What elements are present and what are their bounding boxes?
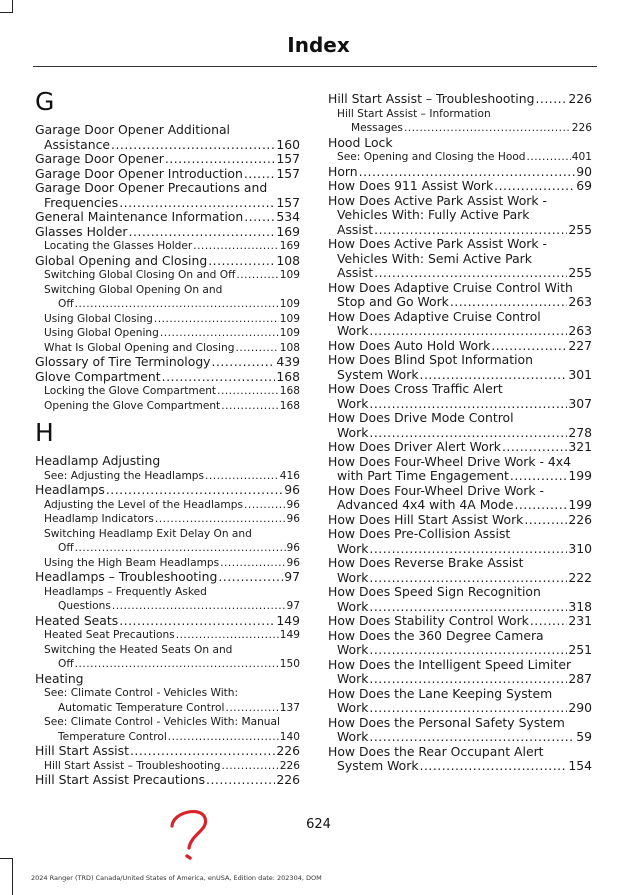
index-entry-term: Switching Global Opening On and	[44, 283, 223, 296]
dot-leader	[494, 179, 575, 194]
index-entry	[35, 181, 300, 210]
index-entry-term: Assistance	[44, 136, 111, 152]
index-entry	[35, 210, 300, 225]
index-entry-page: 321	[568, 439, 592, 454]
index-entry	[328, 556, 592, 585]
index-entry-term: Switching Global Closing On and Off	[44, 269, 236, 281]
index-entry	[35, 268, 300, 283]
index-entry	[328, 455, 592, 484]
index-entry-term: Off	[58, 542, 74, 554]
page-title: Index	[287, 33, 350, 57]
index-entry-term: with Part Time Engagement	[337, 468, 509, 483]
dot-leader	[119, 196, 275, 211]
dot-leader	[530, 614, 567, 629]
dot-leader	[112, 599, 286, 614]
index-entry-term: Automatic Temperature Control	[58, 701, 225, 714]
index-entry-term: Temperature Control	[58, 730, 167, 743]
index-entry-page: 199	[568, 468, 592, 483]
index-entry-page: 96	[286, 513, 300, 525]
index-entry	[328, 614, 592, 629]
index-entry-page: 96	[284, 482, 300, 497]
index-entry	[35, 672, 300, 687]
index-entry	[328, 310, 592, 339]
dot-leader	[514, 498, 567, 513]
red-question-mark-annotation	[167, 806, 213, 866]
page-number: 624	[306, 817, 331, 832]
section-letter-h: H	[35, 418, 54, 447]
index-entry-term: Frequencies	[44, 194, 119, 210]
index-entry-term: How Does Active Park Assist Work -	[328, 192, 547, 208]
index-entry-page: 226	[279, 759, 300, 772]
index-entry-page: 168	[276, 368, 300, 384]
dot-leader	[491, 339, 567, 354]
index-entry	[35, 628, 300, 643]
dot-leader	[208, 254, 275, 269]
index-entry-page: 226	[571, 122, 592, 134]
index-entry	[328, 237, 592, 281]
index-entry-term: Garage Door Opener Precautions and	[35, 180, 268, 195]
index-entry-page: 97	[284, 569, 300, 584]
index-entry-page: 109	[279, 312, 300, 325]
index-entry-page: 439	[276, 354, 300, 369]
index-entry-term: How Does the Personal Safety System	[328, 714, 565, 730]
dot-leader	[369, 600, 567, 615]
index-entry	[35, 686, 300, 715]
index-entry	[35, 341, 300, 356]
dot-leader	[369, 542, 567, 557]
index-entry-page: 290	[568, 700, 592, 715]
index-entry-page: 251	[568, 642, 592, 657]
index-entry	[328, 585, 592, 614]
index-entry	[35, 715, 300, 744]
dot-leader	[374, 266, 567, 281]
index-entry-page: 109	[279, 327, 300, 339]
index-entry-term: How Does Blind Spot Information	[328, 352, 533, 367]
index-entry-term: Heated Seat Precautions	[44, 629, 175, 641]
index-entry-term: Headlamp Indicators	[44, 513, 154, 525]
index-entry	[328, 745, 592, 774]
dot-leader	[222, 759, 279, 774]
index-entry-page: 96	[286, 542, 300, 554]
index-entry-term: How Does Adaptive Cruise Control With	[328, 279, 573, 295]
index-entry-term: How Does the Rear Occupant Alert	[328, 743, 544, 759]
index-entry-term: Headlamps	[35, 482, 105, 497]
index-entry	[35, 355, 300, 370]
index-entry-page: 318	[568, 598, 592, 614]
index-entry-term: How Does the 360 Degree Camera	[328, 627, 544, 643]
index-entry-page: 149	[276, 612, 300, 628]
index-entry-page: 169	[279, 240, 300, 252]
dot-leader	[106, 483, 283, 498]
index-entry-page: 157	[276, 194, 300, 210]
crop-mark-top-left	[0, 0, 13, 13]
index-entry	[35, 454, 300, 469]
index-entry-term: How Does Hill Start Assist Work	[328, 511, 524, 527]
index-entry-term: Headlamp Adjusting	[35, 453, 161, 468]
index-entry-term: Hill Start Assist – Troubleshooting	[328, 91, 535, 106]
index-entry	[328, 194, 592, 238]
index-entry	[35, 527, 300, 556]
dot-leader	[75, 297, 279, 312]
index-entry-page: 109	[279, 298, 300, 310]
dot-leader	[369, 426, 567, 441]
dot-leader	[130, 744, 275, 759]
index-entry	[328, 136, 592, 151]
index-entry-page: 149	[279, 629, 300, 641]
dot-leader	[217, 384, 279, 399]
index-entry	[35, 312, 300, 327]
index-entry-term: Adjusting the Level of the Headlamps	[44, 498, 243, 511]
index-entry-page: 263	[568, 294, 592, 309]
index-entry-page: 263	[568, 323, 592, 338]
index-entry-term: How Does Adaptive Cruise Control	[328, 308, 541, 324]
dot-leader	[176, 628, 279, 643]
index-entry-page: 59	[576, 729, 592, 744]
index-entry-term: How Does Four-Wheel Drive Work -	[328, 482, 544, 498]
index-entry-page: 227	[568, 337, 592, 353]
index-entry-term: See: Opening and Closing the Hood	[337, 151, 526, 163]
index-entry-term: Off	[58, 298, 74, 310]
index-entry-term: Stop and Go Work	[337, 294, 449, 309]
dot-leader	[129, 225, 276, 240]
index-entry-term: Using Global Closing	[44, 312, 153, 325]
index-entry-page: 199	[568, 497, 592, 512]
dot-leader	[450, 295, 567, 310]
dot-leader	[162, 370, 276, 385]
index-entry-page: 534	[276, 209, 300, 224]
index-entry	[35, 123, 300, 152]
index-entry	[328, 107, 592, 136]
dot-leader	[369, 672, 567, 687]
index-entry-term: Off	[58, 658, 74, 670]
index-entry	[35, 744, 300, 759]
index-entry-page: 157	[276, 165, 300, 181]
index-entry-page: 137	[279, 701, 300, 714]
index-entry-page: 150	[279, 658, 300, 670]
index-entry-term: Glove Compartment	[35, 368, 161, 384]
index-entry-term: Work	[337, 395, 369, 411]
index-entry	[35, 399, 300, 414]
dot-leader	[244, 210, 275, 225]
index-entry	[328, 658, 592, 687]
dot-leader	[220, 556, 285, 571]
dot-leader	[369, 571, 567, 586]
index-entry-term: General Maintenance Information	[35, 209, 244, 224]
index-entry-term: Hood Lock	[328, 134, 393, 150]
dot-leader	[206, 773, 275, 788]
index-entry	[328, 513, 592, 528]
index-entry-term: How Does Stability Control Work	[328, 613, 529, 628]
dot-leader	[212, 355, 276, 370]
dot-leader	[111, 138, 275, 153]
dot-leader	[119, 614, 275, 629]
index-entry-page: 90	[576, 163, 592, 179]
dot-leader	[369, 701, 567, 716]
index-entry-term: Advanced 4x4 with 4A Mode	[337, 497, 514, 512]
section-letter-g: G	[35, 87, 55, 116]
index-entry	[35, 614, 300, 629]
index-entry	[35, 773, 300, 788]
index-entry-term: Global Opening and Closing	[35, 252, 208, 268]
dot-leader	[75, 657, 279, 672]
index-entry-term: Work	[337, 642, 369, 657]
index-entry-term: What Is Global Opening and Closing	[44, 341, 235, 354]
index-entry-page: 168	[279, 385, 300, 397]
index-entry-page: 307	[568, 395, 592, 411]
index-entry	[35, 225, 300, 240]
index-entry-page: 416	[279, 469, 300, 482]
footer-edition: 2024 Ranger (TRD) Canada/United States of America, enUSA, Edition date: 202304, DOM	[31, 874, 322, 882]
index-entry-page: 222	[568, 569, 592, 585]
dot-leader	[160, 326, 279, 341]
header-rule	[33, 66, 597, 67]
index-entry	[328, 353, 592, 382]
index-entry-page: 226	[276, 772, 300, 787]
index-entry-term: How Does Four-Wheel Drive Work - 4x4	[328, 453, 572, 469]
dot-leader	[236, 268, 278, 283]
dot-leader	[193, 239, 279, 254]
index-entry-page: 154	[568, 758, 592, 773]
dot-leader	[165, 152, 275, 167]
index-entry-page: 226	[568, 511, 592, 527]
dot-leader	[527, 150, 571, 165]
dot-leader	[221, 399, 279, 414]
dot-leader	[510, 469, 567, 484]
index-entry	[328, 484, 592, 513]
dot-leader	[244, 167, 276, 182]
index-entry-term: Work	[337, 729, 369, 744]
index-entry	[35, 370, 300, 385]
index-entry-page: 69	[576, 178, 592, 193]
index-entry-term: System Work	[337, 366, 419, 382]
index-entry-page: 226	[276, 743, 300, 758]
index-entry-term: Work	[337, 424, 369, 440]
index-entry-term: How Does the Lane Keeping System	[328, 685, 553, 701]
index-entry-page: 109	[279, 269, 300, 281]
index-entry	[328, 629, 592, 658]
index-entry-term: How Does Drive Mode Control	[328, 410, 514, 425]
index-entry-page: 278	[568, 424, 592, 440]
index-entry-term: Work	[337, 540, 369, 556]
index-entry	[328, 440, 592, 455]
crop-mark-bottom-left	[0, 858, 13, 895]
dot-leader	[168, 730, 279, 745]
index-entry	[35, 759, 300, 774]
index-entry-term: Opening the Glove Compartment	[44, 399, 221, 412]
index-entry-term: How Does Active Park Assist Work -	[328, 236, 547, 251]
index-entry-page: 301	[568, 366, 592, 382]
index-entry-term: Headlamps – Frequently Asked	[44, 585, 207, 598]
dot-leader	[205, 469, 279, 484]
index-entry-term: Glossary of Tire Terminology	[35, 354, 211, 369]
index-entry-term: Assist	[337, 221, 374, 237]
dot-leader	[359, 165, 576, 180]
dot-leader	[218, 570, 283, 585]
index-entry-term: How Does Driver Alert Work	[328, 439, 501, 454]
index-entry	[35, 239, 300, 254]
index-entry-term: Headlamps – Troubleshooting	[35, 569, 218, 584]
index-entry	[328, 281, 592, 310]
index-entry	[35, 326, 300, 341]
index-entry	[328, 382, 592, 411]
index-entry-page: 169	[276, 223, 300, 239]
index-entry	[35, 585, 300, 614]
index-entry-term: Hill Start Assist Precautions	[35, 772, 206, 787]
dot-leader	[374, 223, 567, 238]
index-entry-term: Vehicles With: Semi Active Park	[337, 250, 532, 266]
index-entry	[35, 556, 300, 571]
index-entry-page: 96	[286, 556, 300, 569]
index-entry-term: How Does 911 Assist Work	[328, 178, 494, 193]
dot-leader	[154, 312, 279, 327]
index-entry-term: Glasses Holder	[35, 223, 128, 239]
index-entry-page: 97	[286, 600, 300, 612]
index-entry-page: 140	[279, 730, 300, 743]
index-entry	[328, 92, 592, 107]
index-entry-term: Locking the Glove Compartment	[44, 385, 217, 397]
index-entry-term: Work	[337, 700, 369, 715]
dot-leader	[369, 643, 567, 658]
index-entry-term: Work	[337, 598, 369, 614]
dot-leader	[524, 513, 567, 528]
index-entry-term: Assist	[337, 265, 374, 280]
index-entry-term: Horn	[328, 163, 358, 179]
index-entry	[328, 411, 592, 440]
index-entry-term: Switching Headlamp Exit Delay On and	[44, 527, 252, 540]
index-entry	[328, 165, 592, 180]
index-entry	[328, 716, 592, 745]
index-entry-page: 160	[276, 136, 300, 152]
index-entry-term: System Work	[337, 758, 419, 773]
index-entry-term: See: Climate Control - Vehicles With: Manual	[44, 716, 280, 728]
dot-leader	[155, 512, 286, 527]
index-entry	[35, 254, 300, 269]
index-entry-term: See: Climate Control - Vehicles With:	[44, 687, 239, 699]
index-entry-term: How Does the Intelligent Speed Limiter	[328, 656, 572, 672]
index-entry	[35, 167, 300, 182]
index-entry	[328, 687, 592, 716]
index-entry-term: Heated Seats	[35, 612, 119, 628]
index-entry-term: How Does Auto Hold Work	[328, 337, 491, 353]
index-entry	[35, 483, 300, 498]
index-entry-term: Switching the Heated Seats On and	[44, 643, 233, 656]
index-entry-term: Work	[337, 323, 369, 338]
index-entry	[35, 643, 300, 672]
index-entry-page: 310	[568, 540, 592, 556]
index-entry-term: Hill Start Assist – Troubleshooting	[44, 759, 221, 772]
index-entry-page: 226	[568, 91, 592, 106]
dot-leader	[369, 730, 575, 745]
index-entry	[328, 527, 592, 556]
dot-leader	[244, 498, 286, 513]
dot-leader	[420, 368, 568, 383]
index-entry-term: How Does Speed Sign Recognition	[328, 584, 541, 599]
index-entry-page: 287	[568, 671, 592, 686]
index-entry	[35, 283, 300, 312]
index-entry	[328, 150, 592, 165]
index-entry-page: 255	[568, 221, 592, 237]
index-entry	[328, 339, 592, 354]
dot-leader	[404, 121, 571, 136]
index-entry-term: Using the High Beam Headlamps	[44, 556, 220, 569]
index-entry-page: 231	[568, 613, 592, 628]
dot-leader	[369, 397, 567, 412]
index-entry-term: Garage Door Opener Introduction	[35, 165, 243, 181]
index-entry	[35, 512, 300, 527]
dot-leader	[502, 440, 567, 455]
index-entry-page: 401	[571, 151, 592, 163]
dot-leader	[420, 759, 568, 774]
index-entry-term: Work	[337, 671, 369, 686]
index-entry-page: 255	[568, 265, 592, 280]
dot-leader	[235, 341, 278, 356]
index-entry	[35, 384, 300, 399]
dot-leader	[75, 541, 286, 556]
index-entry-term: Heating	[35, 670, 84, 686]
index-entry-term: Locating the Glasses Holder	[44, 240, 193, 252]
index-entry-term: How Does Pre-Collision Assist	[328, 526, 511, 541]
index-entry-term: Hill Start Assist – Information	[337, 107, 491, 120]
dot-leader	[369, 324, 567, 339]
index-entry-term: Using Global Opening	[44, 327, 159, 339]
dot-leader	[535, 92, 567, 107]
index-entry-term: Questions	[58, 600, 111, 612]
index-entry	[35, 570, 300, 585]
index-entry	[328, 179, 592, 194]
index-entry	[35, 152, 300, 167]
index-entry	[35, 498, 300, 513]
index-entry-term: Garage Door Opener	[35, 151, 164, 166]
index-entry-page: 168	[279, 399, 300, 412]
index-entry-page: 96	[286, 498, 300, 511]
index-entry-term: How Does Cross Traffic Alert	[328, 381, 503, 396]
index-entry-term: Work	[337, 569, 369, 585]
index-entry-page: 108	[279, 341, 300, 354]
index-entry-term: Messages	[351, 122, 403, 134]
index-entry-term: Garage Door Opener Additional	[35, 122, 230, 137]
index-entry-term: See: Adjusting the Headlamps	[44, 469, 205, 482]
index-entry-term: Hill Start Assist	[35, 743, 129, 758]
index-entry-term: Vehicles With: Fully Active Park	[337, 207, 530, 222]
index-entry	[35, 469, 300, 484]
dot-leader	[225, 701, 278, 716]
index-entry-page: 157	[276, 151, 300, 166]
index-entry-term: How Does Reverse Brake Assist	[328, 555, 524, 570]
index-entry-page: 108	[276, 252, 300, 268]
